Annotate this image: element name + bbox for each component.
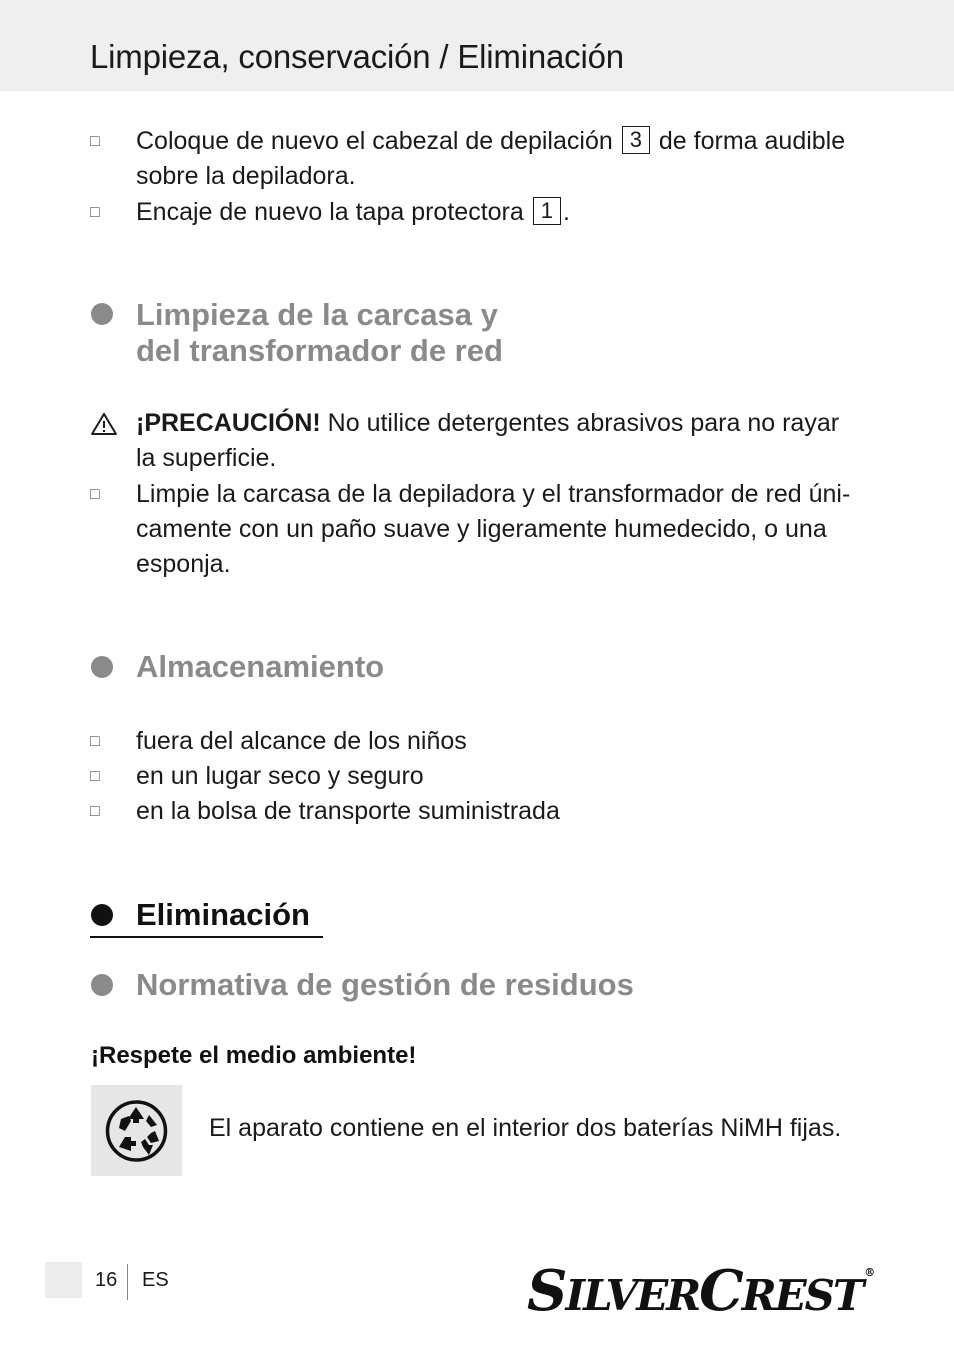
environment-subheading: ¡Respete el medio ambiente!	[91, 1042, 417, 1069]
page-title: Limpieza, conservación / Eliminación	[90, 38, 624, 75]
section-title: Limpieza de la carcasa y	[136, 297, 498, 332]
part-reference: 3	[622, 126, 650, 154]
bullet-dot-icon	[91, 656, 113, 678]
section-title: del transformador de red	[136, 333, 503, 368]
step-text: Limpie la carcasa de la depiladora y el transformador de red úni-	[136, 480, 851, 508]
part-reference: 1	[533, 197, 561, 225]
checkbox-bullet: □	[90, 486, 100, 503]
step-text: Coloque de nuevo el cabezal de depilación	[136, 127, 613, 155]
step-text: Encaje de nuevo la tapa protectora	[136, 198, 524, 226]
footer-marker	[45, 1262, 82, 1298]
warning-label: ¡PRECAUCIÓN!	[136, 409, 321, 437]
recycle-symbol-box	[91, 1085, 182, 1176]
section-title: Almacenamiento	[136, 649, 385, 684]
step-text: esponja.	[136, 550, 231, 578]
warning-text: la superficie.	[136, 444, 277, 472]
step-text: sobre la depiladora.	[136, 162, 356, 190]
step-text: camente con un paño suave y ligeramente humedecido, o una	[136, 515, 827, 543]
section-title: Eliminación	[136, 897, 310, 932]
page-number: 16	[95, 1269, 118, 1291]
bullet-dot-icon	[91, 904, 113, 926]
list-item-text: en un lugar seco y seguro	[136, 762, 424, 790]
brand-logo: SILVERCREST ®	[527, 1258, 876, 1324]
recycle-icon	[91, 1085, 182, 1176]
list-item-text: en la bolsa de transporte suministrada	[136, 797, 560, 825]
list-item-text: fuera del alcance de los niños	[136, 727, 467, 755]
step-text: de forma audible	[658, 127, 846, 155]
checkbox-bullet: □	[90, 204, 100, 221]
section-title: Normativa de gestión de residuos	[136, 967, 634, 1002]
checkbox-bullet: □	[90, 803, 100, 820]
bullet-dot-icon	[91, 974, 113, 996]
checkbox-bullet: □	[90, 768, 100, 785]
bullet-dot-icon	[91, 303, 113, 325]
step-text: .	[562, 198, 570, 226]
battery-note: El aparato contiene en el interior dos baterías NiMH fijas.	[209, 1114, 842, 1142]
heading-underline	[90, 936, 323, 938]
language-code: ES	[142, 1269, 169, 1291]
checkbox-bullet: □	[90, 733, 100, 750]
footer-divider	[127, 1264, 128, 1300]
checkbox-bullet: □	[90, 133, 100, 150]
warning-text: No utilice detergentes abrasivos para no rayar	[327, 409, 840, 437]
warning-triangle-icon	[90, 412, 118, 436]
